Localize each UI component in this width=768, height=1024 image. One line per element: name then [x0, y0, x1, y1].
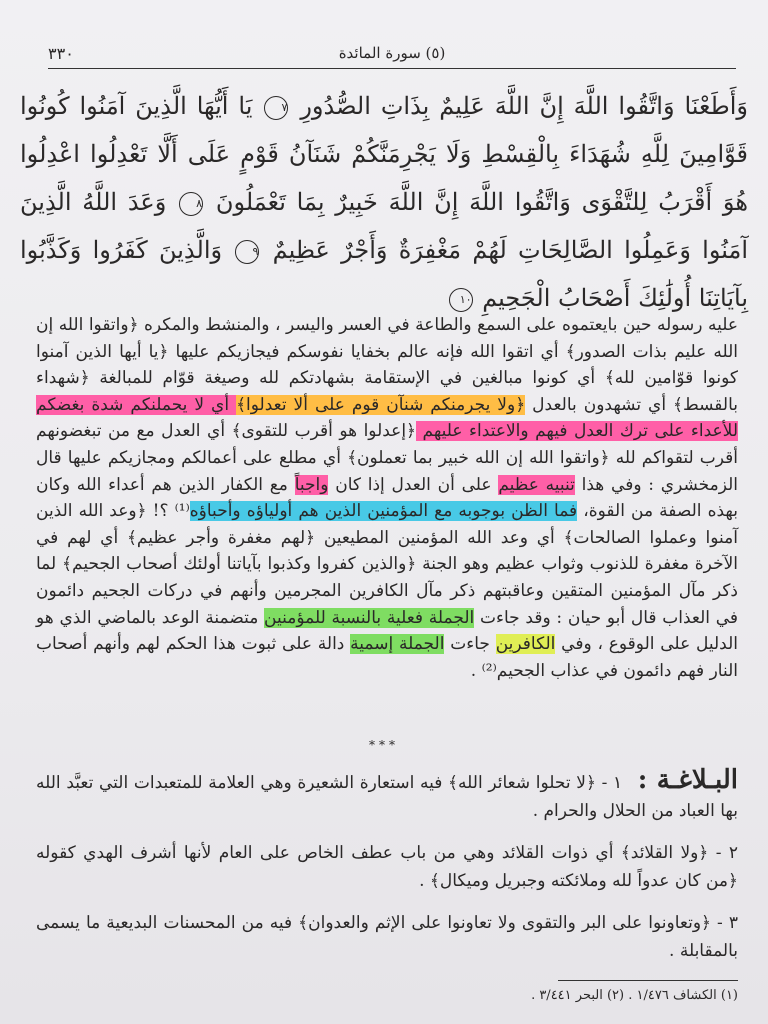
highlight-yellow: الكافرين	[495, 634, 556, 655]
section-separator: ***	[369, 738, 399, 752]
commentary-text: دالة على ثبوت هذا الحكم لهم وأنهم أصحاب النار فهم دائمون في عذاب الجحيم⁽²⁾ .	[36, 634, 738, 681]
footnotes: (١) الكشاف ١/٤٧٦ . (٢) البحر ٣/٤٤١ .	[531, 988, 738, 1003]
commentary-text: جاءت	[444, 634, 496, 655]
verse-text: وَلَا يَجْرِمَنَّكُمْ شَنَآنُ قَوْمٍ عَلَى أَلَّا تَعْدِلُوا اعْدِلُوا هُوَ أَقْرَبُ لِلتَّقْوَى وَاتَّقُوا اللَّهَ إِنَّ اللَّهَ خَبِيرٌ بِمَا تَعْمَلُونَ	[20, 140, 748, 216]
commentary-text: ⁽¹⁾ ؟! ﴿وعد الله الذين آمنوا وعملوا الصالحات﴾ أي وعد الله المؤمنين المطيعين ﴿لهم مغفرة وأجر عظيم﴾ أي لهم في الآخرة مغفرة للذنوب وثواب عظيم وهو الجنة ﴿والذين كفروا وكذبوا بآياتنا أولئك أصحاب الجحيم﴾ لما ذكر مآل المؤمنين المتقين وعاقبتهم ذكر مآل الكافرين المجرمين وأنهم في دركات الجحيم دائمون في العذاب قال أبو حيان : وقد جاءت	[36, 501, 739, 628]
balagha-point: ١ - ﴿لا تحلوا شعائر الله﴾ فيه استعارة الشعيرة وهي العلامة للمتعبدات التي تعبَّد الله بها العباد من الحلال والحرام .	[36, 773, 738, 821]
balagha-section	[36, 766, 738, 979]
commentary-text: متضمنة الوعد بالماضي الذي هو الدليل على الوقوع ، وفي	[36, 607, 739, 655]
verse-number-marker: ٧	[264, 96, 288, 120]
balagha-point: ٣ - ﴿وتعاونوا على البر والتقوى ولا تعاونوا على الإثم والعدوان﴾ فيه من المحسنات البديعية ما يسمى بالمقابلة .	[36, 913, 738, 961]
verse-number-marker: ٨	[179, 192, 203, 216]
highlight-green: الجملة إسمية	[350, 634, 445, 655]
highlight-blue: فما الظن بوجوبه مع المؤمنين الذين هم أولياؤه وأحباؤه	[189, 501, 578, 522]
commentary-text: ﴿إعدلوا هو أقرب للتقوى﴾ أي العدل مع من تبغضونهم أقرب لتقواكم لله ﴿واتقوا الله إن الله خبير بما تعملون﴾ أي مطلع على أعمالكم ومجازيكم عليها قال الزمخشري : وفي هذا	[36, 421, 739, 495]
verse-text: وَأَطَعْنَا وَاتَّقُوا اللَّهَ إِنَّ اللَّهَ عَلِيمٌ بِذَاتِ الصُّدُورِ	[300, 92, 748, 120]
commentary-text: على أن العدل إذا كان	[328, 474, 499, 495]
commentary-text: عليه رسوله حين بايعتموه على السمع والطاعة في العسر واليسر ، والمنشط والمكره ﴿واتقوا الله إن الله عليم بذات الصدور﴾ أي اتقوا الله فإنه عالم بخفايا نفوسكم فيجازيكم عليها ﴿يا أيها الذين آمنوا كونوا قوّامين لله﴾ أي كونوا مبالغين في الإستقامة بشهادتكم لله وصيغة قوّام للمبالغة ﴿شهداء بالقسط﴾ أي تشهدون بالعدل	[36, 315, 739, 415]
verse-number-marker: ٩	[235, 240, 259, 264]
quran-verses	[20, 82, 748, 322]
verse-number-marker: ١٠	[449, 288, 473, 312]
tafsir-commentary	[36, 312, 738, 684]
highlight-pink: واجباً	[294, 474, 329, 495]
commentary-text: مع الكفار الذين هم أعداء الله وكان بهذه الصفة من القوة،	[36, 474, 738, 522]
balagha-point: ٢ - ﴿ولا القلائد﴾ أي ذوات القلائد وهي من باب عطف الخاص على العام لأنها أشرف الهدي كقوله ﴿من كان عدواً لله وملائكته وجبريل وميكال﴾ .	[36, 843, 738, 891]
highlight-orange: ﴿ولا يجرمنكم شنآن قوم على ألا تعدلوا﴾	[236, 394, 526, 415]
highlight-pink: تنبيه عظيم	[498, 474, 575, 495]
highlight-pink: أي لا يحملنكم شدة بغضكم للأعداء على ترك العدل فيهم والاعتداء عليهم	[36, 394, 738, 442]
highlight-green: الجملة فعلية بالنسبة للمؤمنين	[264, 607, 475, 628]
footnote-divider	[558, 980, 738, 981]
surah-title: (٥) سورة المائدة	[338, 44, 446, 62]
verse-text: الْجَحِيمِ	[482, 284, 551, 312]
page-number: ٣٣٠	[48, 44, 74, 63]
verse-text: وَالَّذِينَ كَفَرُوا وَكَذَّبُوا بِآيَاتِنَا أُولَٰئِكَ أَصْحَابُ	[20, 236, 748, 312]
verse-text: وَعَدَ اللَّهُ الَّذِينَ آمَنُوا وَعَمِلُوا الصَّالِحَاتِ لَهُمْ مَغْفِرَةٌ وَأَجْرٌ عَظِيمٌ	[20, 188, 749, 264]
verse-text: يَا أَيُّهَا الَّذِينَ آمَنُوا كُونُوا قَوَّامِينَ لِلَّهِ شُهَدَاءَ بِالْقِسْطِ	[20, 92, 748, 168]
running-header	[48, 44, 736, 69]
section-heading: البـلاغـة :	[637, 765, 738, 795]
